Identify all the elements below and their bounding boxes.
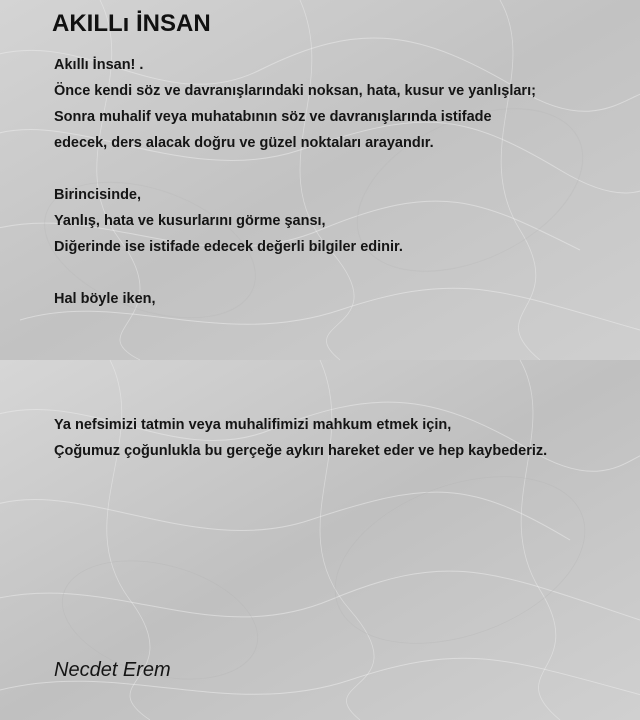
poem-line: edecek, ders alacak doğru ve güzel noktaları arayandır. (54, 135, 434, 151)
poem-line: Akıllı İnsan! . (54, 57, 144, 73)
poem-line: Diğerinde ise istifade edecek değerli bilgiler edinir. (54, 239, 403, 255)
poem-title: AKILLı İNSAN (52, 10, 211, 37)
stanza-3 (54, 286, 624, 312)
poem-closing (54, 412, 624, 464)
poem-line: Hal böyle iken, (54, 291, 156, 307)
poem-line: Yanlış, hata ve kusurlarını görme şansı, (54, 213, 326, 229)
poem-line: Sonra muhalif veya muhatabının söz ve davranışlarında istifade (54, 109, 492, 125)
poem-line: Ya nefsimizi tatmin veya muhalifimizi mahkum etmek için, (54, 417, 452, 433)
poem-line: Birincisinde, (54, 187, 142, 203)
poem-line: Önce kendi söz ve davranışlarındaki noksan, hata, kusur ve yanlışları; (54, 83, 536, 99)
stanza-2 (54, 182, 624, 260)
poem-author: Necdet Erem (54, 659, 171, 681)
poem-line: Çoğumuz çoğunlukla bu gerçeğe aykırı hareket eder ve hep kaybederiz. (54, 443, 548, 459)
poem-body (54, 52, 624, 338)
stanza-1 (54, 52, 624, 156)
